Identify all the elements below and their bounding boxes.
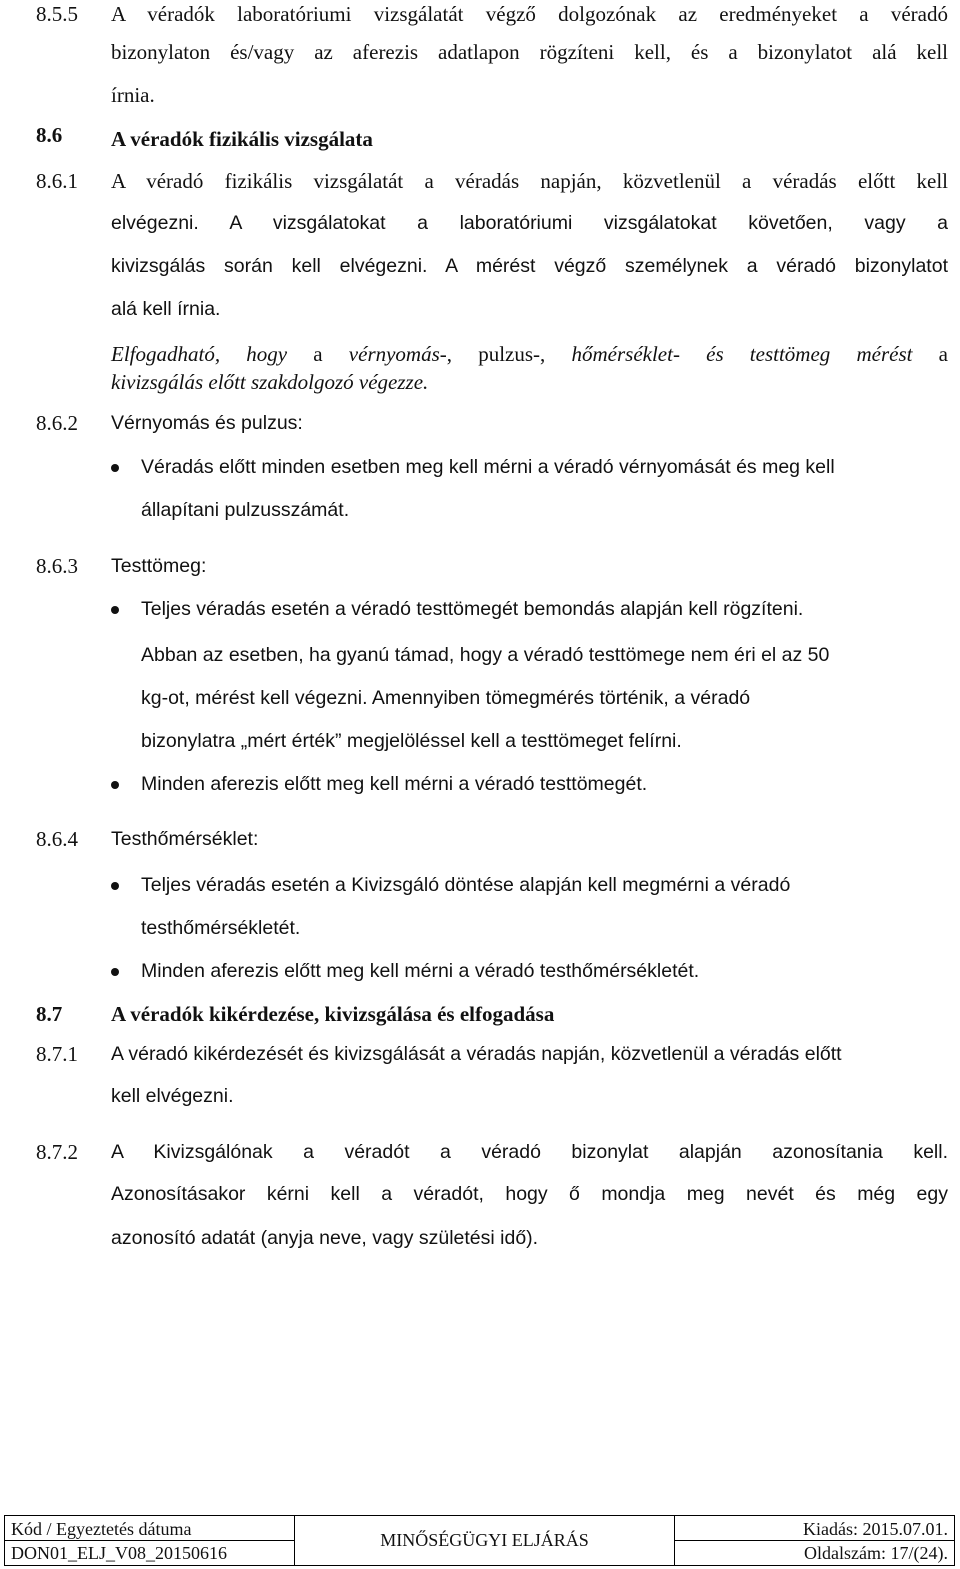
page-footer — [4, 1515, 955, 1566]
note-line: Elfogadható, hogy a vérnyomás-, pulzus-, hőmérséklet- és testtömeg mérést a — [111, 342, 948, 366]
text-line: A véradók laboratóriumi vizsgálatát végző dolgozónak az eredményeket a véradó — [111, 2, 948, 26]
section-body — [111, 165, 948, 331]
text-line: elvégezni. A vizsgálatokat a laboratóriumi vizsgálatokat követően, vagy a — [111, 212, 948, 234]
text-line: Minden aferezis előtt meg kell mérni a véradó testtömegét. — [141, 773, 648, 795]
text-line: írnia. — [111, 83, 155, 107]
section-number: 8.7 — [36, 1002, 63, 1026]
section-title: Testtömeg: — [111, 555, 207, 577]
text-line: kell elvégezni. — [111, 1085, 234, 1107]
section-number: 8.7.2 — [36, 1140, 78, 1164]
bullet-icon — [111, 781, 119, 789]
footer-doctype-cell — [295, 1516, 675, 1565]
section-title: Testhőmérséklet: — [111, 828, 259, 850]
text-line: A Kivizsgálónak a véradót a véradó bizonylat alapján azonosítania kell. — [111, 1141, 948, 1163]
text-line: Teljes véradás esetén a Kivizsgáló döntése alapján kell megmérni a véradó — [141, 874, 791, 896]
footer-page-number: Oldalszám: 17/(24). — [804, 1543, 948, 1563]
bullet-icon — [111, 882, 119, 890]
bullet-text — [141, 864, 948, 950]
section-title: Vérnyomás és pulzus: — [111, 412, 303, 434]
text-line: Véradás előtt minden esetben meg kell mérni a véradó vérnyomását és meg kell — [141, 456, 835, 478]
text-line: testhőmérsékletét. — [141, 917, 301, 939]
section-body — [111, 1136, 948, 1260]
text-line: kg-ot, mérést kell végezni. Amennyiben tömegmérés történik, a véradó — [141, 687, 751, 709]
section-number: 8.6.3 — [36, 554, 78, 578]
text-line: alá kell írnia. — [111, 298, 221, 320]
section-title: A véradók kikérdezése, kivizsgálása és elfogadása — [111, 1002, 555, 1026]
section-number: 8.6.4 — [36, 827, 78, 851]
section-number: 8.6.1 — [36, 169, 78, 193]
text-line: Abban az esetben, ha gyanú támad, hogy a véradó testtömege nem éri el az 50 — [141, 644, 830, 666]
note-line: kivizsgálás előtt szakdolgozó végezze. — [111, 370, 429, 394]
section-body — [111, 1038, 948, 1119]
note-body — [111, 340, 948, 396]
bullet-text — [141, 588, 948, 763]
text-line: Minden aferezis előtt meg kell mérni a véradó testhőmérsékletét. — [141, 960, 700, 982]
text-line: bizonylatra „mért érték” megjelöléssel kell a testtömeget felírni. — [141, 730, 682, 752]
footer-code-value: DON01_ELJ_V08_20150616 — [11, 1543, 227, 1563]
bullet-icon — [111, 464, 119, 472]
text-line: bizonylaton és/vagy az aferezis adatlapon rögzíteni kell, és a bizonylatot alá kell — [111, 40, 948, 64]
bullet-icon — [111, 606, 119, 614]
text-line: Teljes véradás esetén a véradó testtömegét bemondás alapján kell rögzíteni. — [141, 598, 804, 620]
section-number: 8.6.2 — [36, 411, 78, 435]
footer-row-divider — [5, 1540, 295, 1541]
section-number: 8.7.1 — [36, 1042, 78, 1066]
text-line: azonosító adatát (anyja neve, vagy születési idő). — [111, 1227, 539, 1249]
footer-doc-type: MINŐSÉGÜGYI ELJÁRÁS — [380, 1530, 589, 1550]
footer-code-label: Kód / Egyeztetés dátuma — [11, 1519, 192, 1539]
section-title: A véradók fizikális vizsgálata — [111, 127, 373, 151]
footer-issue: Kiadás: 2015.07.01. — [803, 1519, 948, 1539]
bullet-text — [141, 446, 948, 532]
section-body — [111, 0, 948, 117]
section-number: 8.5.5 — [36, 2, 78, 26]
text-line: A véradó kikérdezését és kivizsgálását a véradás napján, közvetlenül a véradás előtt — [111, 1043, 842, 1065]
bullet-text — [141, 763, 948, 806]
bullet-icon — [111, 968, 119, 976]
text-line: kivizsgálás során kell elvégezni. A mérést végző személynek a véradó bizonylatot — [111, 255, 948, 277]
section-number: 8.6 — [36, 123, 63, 147]
text-line: Azonosításakor kérni kell a véradót, hogy ő mondja meg nevét és még egy — [111, 1183, 948, 1205]
bullet-text — [141, 950, 948, 993]
footer-row-divider — [675, 1540, 954, 1541]
text-line: állapítani pulzusszámát. — [141, 499, 350, 521]
text-line: A véradó fizikális vizsgálatát a véradás napján, közvetlenül a véradás előtt kell — [111, 169, 948, 193]
